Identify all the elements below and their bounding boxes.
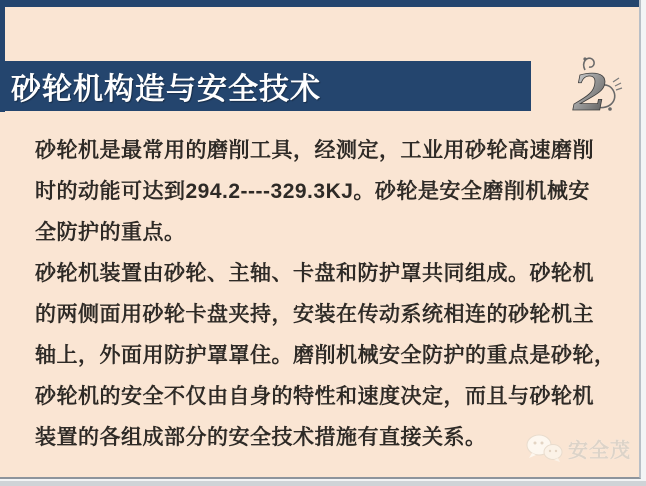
body-text-line: 的两侧面用砂轮卡盘夹持，安装在传动系统相连的砂轮机主 <box>35 303 594 326</box>
bottom-edge-strip <box>0 481 646 486</box>
body-text-line: 砂轮机装置由砂轮、主轴、卡盘和防护罩共同组成。砂轮机 <box>35 262 594 285</box>
ornament-numeral-glyph: 2 <box>573 63 608 122</box>
body-text-line: 时的动能可达到294.2----329.3KJ。砂轮是安全磨削机械安 <box>35 180 590 203</box>
body-text-line: 全防护的重点。 <box>35 221 186 244</box>
title-banner <box>0 61 531 111</box>
body-text-line: 砂轮机是最常用的磨削工具，经测定，工业用砂轮高速磨削 <box>35 139 594 162</box>
wechat-bubbles-icon <box>525 433 563 463</box>
watermark-text: 安全茂 <box>568 439 631 462</box>
body-text <box>35 130 620 458</box>
body-text-line: 砂轮机的安全不仅由自身的特性和速度决定，而且与砂轮机 <box>35 385 594 408</box>
top-accent-bar <box>0 0 639 7</box>
body-text-line: 轴上，外面用防护罩罩住。磨削机械安全防护的重点是砂轮， <box>35 344 616 367</box>
ornament-2-icon <box>563 54 623 124</box>
body-text-line: 装置的各组成部分的安全技术措施有直接关系。 <box>35 426 487 449</box>
slide-title: 砂轮机构造与安全技术 <box>11 73 321 106</box>
watermark-logo <box>525 433 631 463</box>
